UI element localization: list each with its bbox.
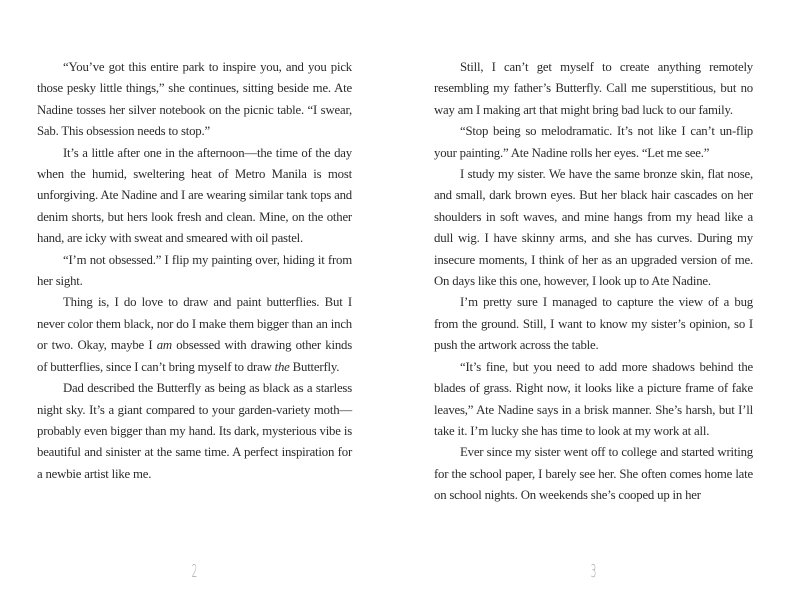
book-page-right: [434, 0, 753, 600]
page-text: [37, 57, 352, 485]
paragraph: Ever since my sister went off to college and started writing for the school paper, I barely see her. She often comes home late on school nights. On weekends she’s cooped up in her: [434, 445, 753, 503]
paragraph: “Stop being so melodramatic. It’s not like I can’t un-flip your painting.” Ate Nadine rolls her eyes. “Let me see.”: [434, 124, 753, 160]
paragraph: “You’ve got this entire park to inspire you, and you pick those pesky little things,” she continues, sitting beside me. Ate Nadine tosses her silver notebook on the picnic table. “I swear, Sab. This obsession needs to stop.”: [37, 60, 352, 139]
paragraph: Thing is, I do love to draw and paint butterflies. But I never color them black, nor do I make them bigger than an inch or two. Okay, maybe I am obsessed with drawing other kinds of butterflies, since I can’t bring myself to draw the Butterfly.: [37, 295, 353, 374]
paragraph: “I’m not obsessed.” I flip my painting over, hiding it from her sight.: [37, 252, 352, 289]
page-number: 3: [590, 561, 597, 582]
paragraph: Dad described the Butterfly as being as black as a starless night sky. It’s a giant compared to your garden-variety moth—probably even bigger than my hand. Its dark, mysterious vibe is beautiful and sinister at the same time. A perfect inspiration for a newbie artist like me.: [37, 381, 352, 481]
paragraph: It’s a little after one in the afternoon—the time of the day when the humid, sweltering heat of Metro Manila is most unforgiving. Ate Nadine and I are wearing similar tank tops and denim shorts, but hers look fresh and clean. Mine, on the other hand, are icky with sweat and smeared with oil pastel.: [37, 145, 352, 246]
paragraph: Still, I can’t get myself to create anything remotely resembling my father’s Butterfly. Call me superstitious, but no way am I making art that might bring bad luck to our family.: [434, 60, 753, 117]
page-text: [434, 57, 753, 507]
paragraph: “It’s fine, but you need to add more shadows behind the blades of grass. Right now, it looks like a picture frame of fake leaves,” Ate Nadine says in a brisk manner. She’s harsh, but I’ll take it. I’m lucky she has time to look at my work at all.: [434, 359, 753, 438]
page-number: 2: [191, 561, 198, 582]
paragraph: I study my sister. We have the same bronze skin, flat nose, and small, dark brown eyes. But her black hair cascades on her shoulders in soft waves, and mine hangs from my head like a dull wig. I have skinny arms, and she has curves. During my insecure moments, I think of her as an upgraded version of me. On days like this one, however, I look up to Ate Nadine.: [434, 167, 753, 289]
book-page-left: [37, 0, 352, 600]
paragraph: I’m pretty sure I managed to capture the view of a bug from the ground. Still, I want to know my sister’s opinion, so I push the artwork across the table.: [434, 295, 753, 353]
